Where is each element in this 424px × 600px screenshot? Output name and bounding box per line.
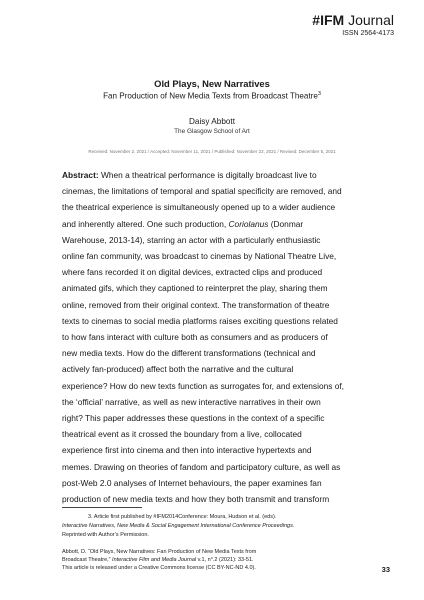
footnote-line: Reprinted with Author’s Permission.	[62, 531, 149, 538]
abstract-line: online, removed from their original context. The transformation of theatre	[62, 299, 330, 310]
abstract-line: cinemas, the limitations of temporal and spatial specificity are removed, and	[62, 186, 342, 197]
journal-word: Journal	[344, 12, 394, 28]
abstract-line	[62, 216, 380, 232]
abstract-line: Warehouse, 2013-14), starring an actor with a particularly enthusiastic	[62, 234, 321, 245]
page-number: 33	[381, 565, 390, 574]
citation-text: v.1, n°.2 (2021): 33-51.	[196, 557, 254, 564]
subtitle-footnote-marker[interactable]: 3	[317, 91, 321, 97]
journal-issn: ISSN 2564-4173	[342, 30, 394, 37]
article-dates: Received: November 2, 2021 / Accepted: November 11, 2021 / Published: November 22, 2021 / Revised: December 5, 2021	[88, 149, 336, 154]
citation-line: Abbott, D. “Old Plays, New Narratives: Fan Production of New Media Texts from	[62, 549, 257, 555]
abstract-line	[62, 167, 380, 183]
footnote-line	[62, 513, 372, 522]
abstract-line: memes. Drawing on theories of fandom and participatory culture, as well as	[62, 461, 341, 472]
journal-name	[312, 12, 394, 28]
article-title: Old Plays, New Narratives	[154, 78, 270, 89]
abstract-line: experience first into cinema and then into interactive hypertexts and	[62, 445, 312, 456]
footnote-line	[62, 522, 372, 531]
abstract-line: new media texts. How do the different transformations (technical and	[62, 348, 316, 359]
abstract-line: theatrical event as it crossed the boundary from a live, collocated	[62, 429, 302, 440]
journal-title-italic: Interactive Film and Media Journal	[112, 557, 197, 564]
subtitle-text: Fan Production of New Media Texts from Broadcast Theatre	[103, 91, 318, 101]
abstract-line: the theatrical experience is simultaneously opened up to a wider audience	[62, 202, 336, 213]
abstract-line-text: (Donmar	[268, 218, 304, 229]
abstract-label: Abstract:	[62, 170, 99, 180]
abstract-line: to how fans interact with culture both as consumers and as producers of	[62, 332, 328, 343]
footnote-text: Article first published by #IFM2014Conference: Moura, Hudson et al. (eds).	[92, 514, 277, 520]
abstract-line: online fan community, was broadcast to cinemas by National Theatre Live,	[62, 251, 337, 262]
citation-footer	[62, 548, 362, 573]
proceedings-title: Interactive Narratives, New Media & Social Engagement International Conference Proceedings	[62, 522, 293, 529]
journal-brand: #IFM	[312, 12, 345, 28]
abstract-line: animated gifs, which they captioned to reinterpret the play, sharing them	[62, 283, 328, 294]
abstract-line-text: and inherently altered. One such production,	[62, 218, 229, 229]
play-title: Coriolanus	[228, 218, 269, 229]
footnote-punct: .	[292, 522, 295, 529]
author-name: Daisy Abbott	[189, 117, 235, 126]
abstract-line: right? This paper addresses these questions in the context of a specific	[62, 413, 325, 424]
footnote-divider	[62, 507, 142, 508]
abstract-line: where fans recorded it on digital devices, extracted clips and produced	[62, 267, 323, 278]
abstract-line: experience? How do new texts function as surrogates for, and extensions of,	[62, 380, 344, 391]
citation-text: Broadcast Theatre,”	[62, 557, 113, 564]
abstract-line: actively fan-produced) affect both the narrative and the cultural	[62, 364, 294, 375]
article-subtitle	[0, 91, 424, 101]
footnote-number: 3.	[88, 514, 93, 520]
abstract-paragraph	[62, 167, 380, 507]
abstract-line: texts to cinemas to social media platforms raises exciting questions related	[62, 315, 338, 326]
abstract-line: post-Web 2.0 analyses of Internet behaviours, the paper examines fan	[62, 477, 322, 488]
abstract-line: production of new media texts and how they both transmit and transform	[62, 494, 330, 505]
abstract-line: the ‘official’ narrative, as well as new interactive narratives in their own	[62, 396, 321, 407]
abstract-line-text: When a theatrical performance is digitally broadcast live to	[98, 170, 317, 180]
citation-line	[62, 556, 362, 564]
footnote	[62, 513, 372, 539]
author-affiliation: The Glasgow School of Art	[174, 128, 250, 135]
license-line: This article is released under a Creative Commons license (CC BY-NC-ND 4.0).	[62, 565, 256, 572]
journal-header	[312, 12, 394, 37]
